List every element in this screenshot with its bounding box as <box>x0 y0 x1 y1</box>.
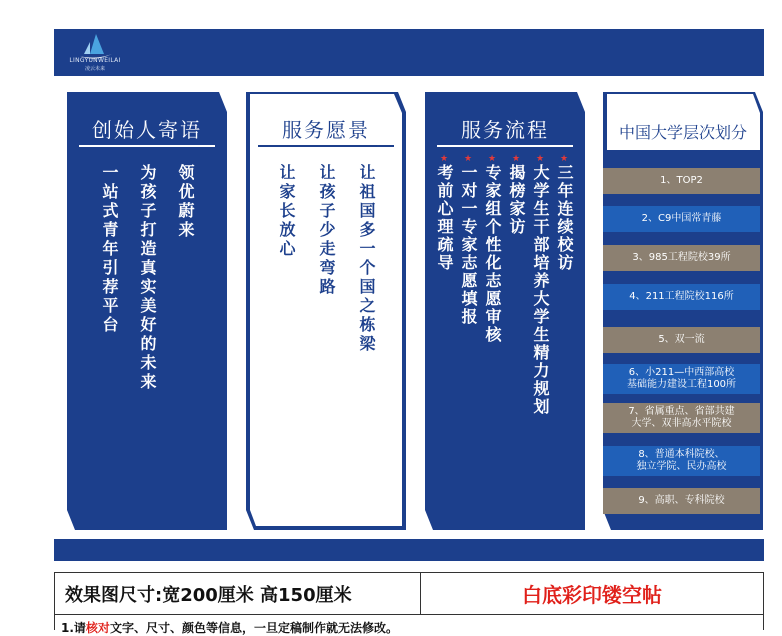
vision-panel-bg <box>246 92 406 530</box>
tier-item-4: 4、211工程院校116所 <box>603 284 760 310</box>
top-banner <box>54 29 764 76</box>
process-panel <box>425 92 585 530</box>
star-icon: ★ <box>512 154 521 164</box>
vision-title: 服务愿景 <box>282 118 370 142</box>
note-prefix: 1.请 <box>61 621 86 635</box>
vision-panel <box>246 92 406 530</box>
logo-subtext: 凌云未来 <box>84 66 105 72</box>
process-title: 服务流程 <box>461 118 549 142</box>
process-step-2: 大学生干部培养大学生精力规划 <box>531 164 550 416</box>
tier-item-5: 5、双一流 <box>603 327 760 353</box>
logo-text: LINGYUNWEILAI <box>69 57 121 64</box>
process-step-1: 三年连续校访 <box>555 164 574 272</box>
star-icon: ★ <box>464 154 473 164</box>
tier-item-2: 2、C9中国常青藤 <box>603 206 760 232</box>
vision-line-1: 让祖国多一个国之栋梁 <box>357 164 376 354</box>
tier-item-6: 6、小211—中西部高校 基础能力建设工程100所 <box>603 364 760 394</box>
note-highlight: 核对 <box>85 621 110 635</box>
star-icon: ★ <box>536 154 545 164</box>
vision-title-underline <box>258 145 394 147</box>
process-title-underline <box>437 145 573 147</box>
founder-line-2: 为孩子打造真实美好的未来 <box>138 164 157 392</box>
tier-item-9: 9、高职、专科院校 <box>603 488 760 514</box>
tiers-title: 中国大学层次划分 <box>618 123 747 142</box>
founder-title: 创始人寄语 <box>92 118 202 142</box>
material-spec: 白底彩印镂空帖 <box>421 573 763 615</box>
process-step-4: 专家组个性化志愿审核 <box>483 164 502 344</box>
tier-item-7: 7、省属重点、省部共建 大学、双非高水平院校 <box>603 403 760 433</box>
process-step-6: 考前心理疏导 <box>435 164 454 272</box>
star-icon: ★ <box>560 154 569 164</box>
note-rest: 文字、尺寸、颜色等信息，一旦定稿制作就无法修改。 <box>109 621 398 635</box>
process-step-5: 一对一专家志愿填报 <box>459 164 478 326</box>
tiers-panel <box>603 92 763 530</box>
tier-item-3: 3、985工程院校39所 <box>603 245 760 271</box>
founder-title-underline <box>79 145 215 147</box>
tier-item-1: 1、TOP2 <box>603 168 760 194</box>
vision-line-2: 让孩子少走弯路 <box>317 164 336 297</box>
size-spec: 效果图尺寸:宽200厘米 高150厘米 <box>55 573 421 615</box>
spec-table <box>54 572 764 635</box>
vision-line-3: 让家长放心 <box>277 164 296 259</box>
founder-line-1: 领优蔚来 <box>176 164 195 240</box>
star-icon: ★ <box>440 154 449 164</box>
founder-panel <box>67 92 227 530</box>
proof-note <box>61 619 398 636</box>
star-icon: ★ <box>488 154 497 164</box>
bottom-banner <box>54 539 764 561</box>
tier-item-8: 8、普通本科院校、 独立学院、民办高校 <box>603 446 760 476</box>
process-step-3: 揭榜家访 <box>507 164 526 236</box>
founder-line-3: 一站式青年引荐平台 <box>100 164 119 335</box>
display-board <box>54 29 764 561</box>
